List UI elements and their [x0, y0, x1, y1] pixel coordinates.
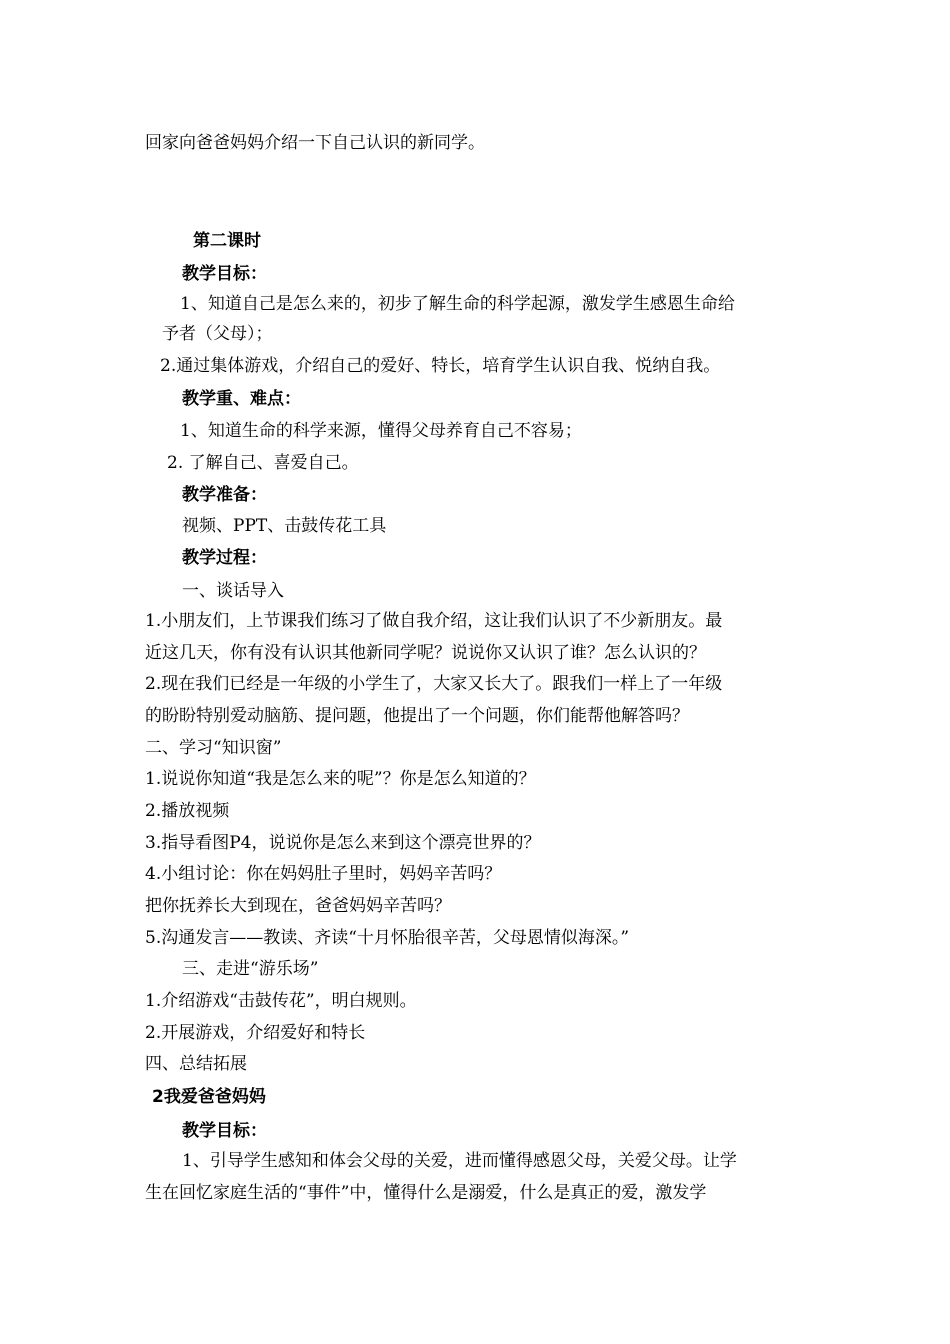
section-heading: 2我爱爸爸妈妈 — [152, 1087, 266, 1107]
text-line: 予者（父母）； — [162, 324, 273, 344]
text-line: 2.开展游戏，介绍爱好和特长 — [145, 1023, 366, 1043]
text-line: 2. 了解自己、喜爱自己。 — [167, 453, 359, 473]
text-line: 三、走进“游乐场” — [182, 959, 319, 979]
section-heading: 第二课时 — [193, 231, 261, 251]
text-line: 1、知道自己是怎么来的，初步了解生命的科学起源，激发学生感恩生命给 — [180, 294, 735, 314]
text-line: 1、引导学生感知和体会父母的关爱，进而懂得感恩父母，关爱父母。让学 — [182, 1151, 737, 1171]
text-line: 一、谈话导入 — [182, 581, 284, 601]
text-line: 近这几天，你有没有认识其他新同学呢？说说你又认识了谁？怎么认识的？ — [145, 643, 706, 663]
subheading: 教学过程： — [182, 548, 267, 568]
text-line: 5.沟通发言——教读、齐读“十月怀胎很辛苦，父母恩情似海深。” — [145, 928, 630, 948]
subheading: 教学准备： — [182, 485, 267, 505]
subheading: 教学目标： — [182, 1121, 267, 1141]
text-line: 视频、PPT、击鼓传花工具 — [182, 516, 387, 536]
subheading: 教学重、难点： — [182, 389, 301, 409]
text-line: 1.介绍游戏“击鼓传花”，明白规则。 — [145, 991, 417, 1011]
text-line: 生在回忆家庭生活的“事件”中，懂得什么是溺爱，什么是真正的爱，激发学 — [145, 1183, 707, 1203]
text-line: 1.说说你知道“我是怎么来的呢”？你是怎么知道的？ — [145, 769, 536, 789]
text-line: 4.小组讨论：你在妈妈肚子里时，妈妈辛苦吗？ — [145, 864, 502, 884]
text-line: 2.现在我们已经是一年级的小学生了，大家又长大了。跟我们一样上了一年级 — [145, 674, 723, 694]
text-line: 2.播放视频 — [145, 801, 230, 821]
text-line: 1.小朋友们，上节课我们练习了做自我介绍，这让我们认识了不少新朋友。最 — [145, 611, 723, 631]
text-line: 二、学习“知识窗” — [145, 738, 282, 758]
subheading: 教学目标： — [182, 264, 267, 284]
text-line: 的盼盼特别爱动脑筋、提问题，他提出了一个问题，你们能帮他解答吗？ — [145, 706, 689, 726]
text-line: 3.指导看图P4，说说你是怎么来到这个漂亮世界的？ — [145, 833, 541, 853]
text-line: 1、知道生命的科学来源，懂得父母养育自己不容易； — [180, 421, 582, 441]
text-line: 回家向爸爸妈妈介绍一下自己认识的新同学。 — [145, 133, 485, 153]
text-line: 2.通过集体游戏，介绍自己的爱好、特长，培育学生认识自我、悦纳自我。 — [160, 356, 721, 376]
text-line: 把你抚养长大到现在，爸爸妈妈辛苦吗？ — [145, 896, 451, 916]
text-line: 四、总结拓展 — [145, 1054, 247, 1074]
